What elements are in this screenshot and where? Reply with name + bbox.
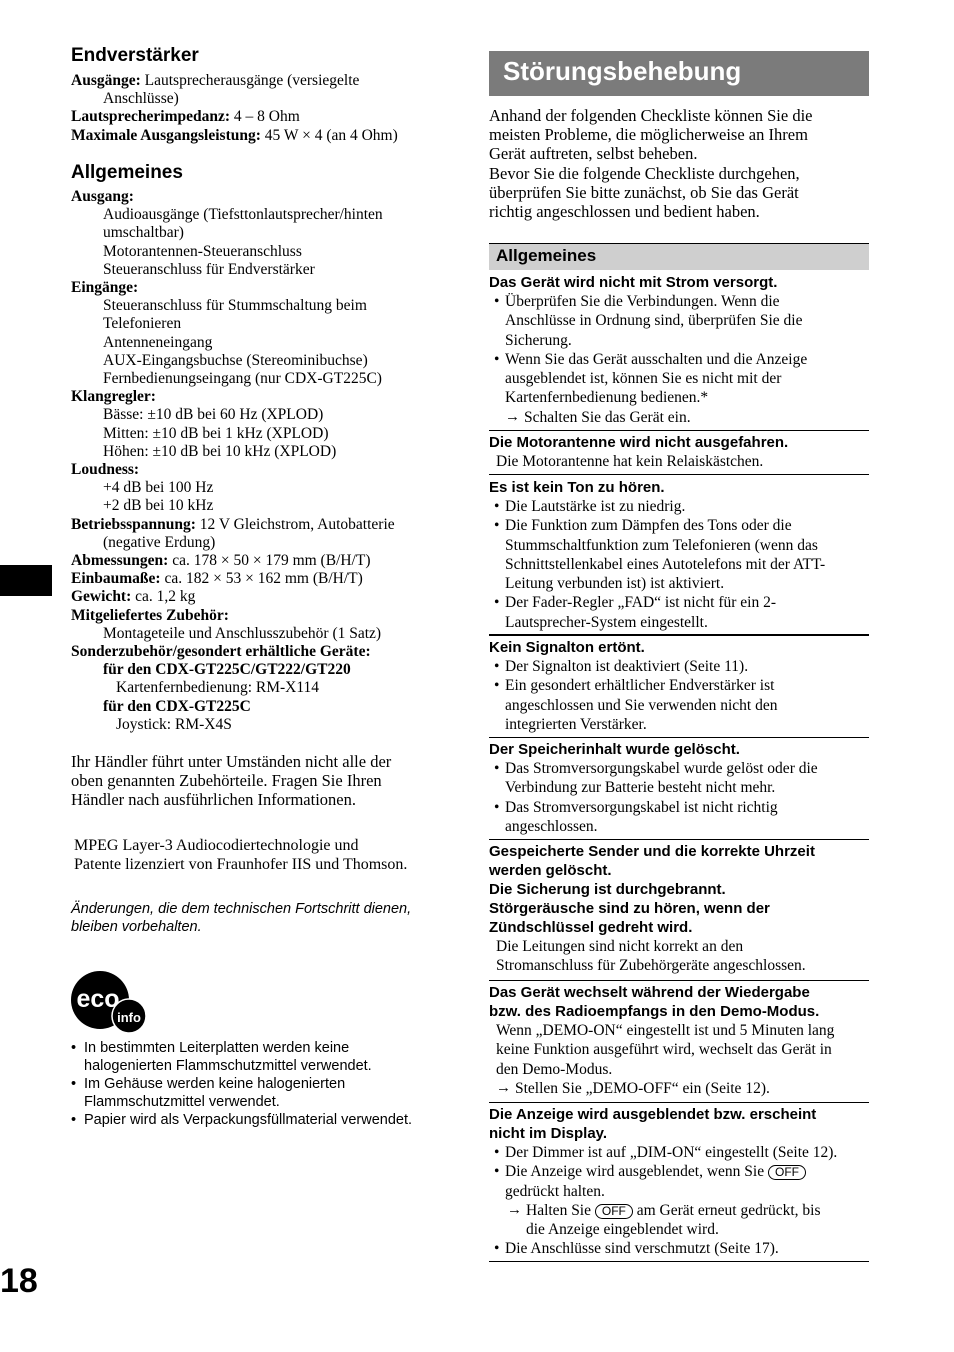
spec-line: Steueranschluss für Stummschaltung beim (103, 297, 367, 315)
subsection-bar (489, 243, 869, 270)
spec-label: Mitgeliefertes Zubehör: (71, 606, 229, 624)
spec-value: 45 W × 4 (an 4 Ohm) (260, 126, 398, 144)
section-title-bar (489, 51, 869, 96)
text-line: Die Leitungen sind nicht korrekt an den (496, 938, 744, 955)
intro-paragraph (489, 106, 869, 221)
text-line: nicht im Display. (489, 1125, 608, 1142)
mpeg-license-note (74, 836, 464, 874)
list-item (489, 516, 869, 593)
spec-sublabel: für den CDX-GT225C (103, 697, 251, 715)
text-line: oben genannten Zubehörteile. Fragen Sie Ihren (71, 771, 382, 791)
eco-info-logo (71, 971, 147, 1033)
problem-beep (489, 638, 869, 734)
divider (489, 980, 869, 981)
spec-value: ca. 1,2 kg (131, 588, 196, 606)
spec-line: +2 dB bei 10 kHz (103, 497, 214, 515)
divider (489, 430, 869, 431)
problem-answer (489, 937, 869, 976)
spec-line: Fernbedienungseingang (nur CDX-GT225C) (103, 370, 382, 388)
text-line: • Das Stromversorgungskabel wurde gelöst oder die (505, 760, 818, 777)
eco-info-list (71, 1039, 461, 1129)
text-line: Gerät auftreten, selbst beheben. (489, 144, 698, 164)
problem-title (489, 842, 869, 937)
text-line: Bevor Sie die folgende Checkliste durchgehen, (489, 163, 800, 183)
spec-line: AUX-Eingangsbuchse (Stereominibuchse) (103, 351, 368, 369)
spec-line: Montageteile und Anschlusszubehör (1 Satz) (103, 624, 382, 642)
text-line: Wenn „DEMO-ON“ eingestellt ist und 5 Minuten lang (496, 1022, 835, 1039)
text-line: Änderungen, die dem technischen Fortschritt dienen, (71, 901, 412, 917)
spec-label: Abmessungen: (71, 552, 169, 570)
text-line: richtig angeschlossen und bedient haben. (489, 202, 760, 222)
text-line: Händler nach ausführlichen Informationen. (71, 790, 356, 810)
text-line: • Ein gesondert erhältlicher Endverstärker ist (505, 677, 775, 695)
spec-label: Loudness: (71, 461, 140, 479)
text-line: • Der Fader-Regler „FAD“ ist nicht für ein 2- (505, 594, 776, 612)
text-line: • Wenn Sie das Gerät ausschalten und die Anzeige (505, 350, 808, 368)
general-heading: Allgemeines (71, 162, 183, 183)
divider (489, 1102, 869, 1103)
problem-stations-fuse (489, 842, 869, 976)
list-item (489, 1162, 869, 1239)
list-item (489, 292, 869, 350)
list-item (489, 593, 869, 632)
text-line: angeschlossen. (505, 817, 598, 835)
list-item (489, 1143, 869, 1162)
text-line: bleiben vorbehalten. (71, 919, 202, 935)
text-line: bzw. des Radioempfangs in den Demo-Modus. (489, 1003, 820, 1020)
solution-arrow (507, 1201, 869, 1220)
text-line: • Im Gehäuse werden keine halogenierten (84, 1076, 346, 1092)
text-line: Kartenfernbedienung bedienen.* (505, 389, 709, 407)
page-number: 18 (0, 1262, 38, 1300)
problem-title (489, 983, 869, 1021)
text-line: • Das Stromversorgungskabel ist nicht richtig (505, 798, 778, 816)
text-line: Schnittstellenkabel eines Autotelefons mit der ATT- (505, 555, 826, 573)
spec-outputs (71, 72, 451, 90)
text-line: integrierten Verstärker. (505, 715, 647, 733)
amp-heading: Endverstärker (71, 45, 199, 66)
text-line: Die Sicherung ist durchgebrannt. (489, 881, 726, 898)
list-item (489, 676, 869, 734)
list-item (489, 759, 869, 798)
spec-sublabel: für den CDX-GT225C/GT222/GT220 (103, 661, 351, 679)
spec-line: Antenneneingang (103, 333, 213, 351)
text-line: angeschlossen und Sie verwenden nicht den (505, 696, 778, 714)
spec-value: 12 V Gleichstrom, Autobatterie (195, 515, 395, 533)
list-item (489, 497, 869, 516)
list-item (71, 1039, 461, 1075)
text-line: halogenierten Flammschutzmittel verwendet. (84, 1058, 372, 1074)
solution-text: Halten Sie (526, 1201, 595, 1219)
solution-arrow (505, 408, 869, 427)
spec-continuation: Anschlüsse) (103, 90, 179, 108)
problem-title (489, 1105, 869, 1143)
problem-answer (489, 1021, 869, 1098)
solution-text: am Gerät erneut gedrückt, bis (632, 1201, 821, 1219)
dealer-note (71, 752, 461, 810)
spec-line: Bässe: ±10 dB bei 60 Hz (XPLOD) (103, 406, 324, 424)
spec-max-power (71, 127, 451, 145)
text-line: Sicherung. (505, 331, 572, 349)
text-line: den Demo-Modus. (496, 1060, 613, 1078)
list-item (489, 798, 869, 837)
text-line: meisten Probleme, die möglicherweise an Ihrem (489, 125, 808, 145)
text-line: • Papier wird als Verpackungsfüllmaterial verwendet. (84, 1112, 413, 1128)
spec-line: Audioausgänge (Tiefsttonlautsprecher/hinten (103, 206, 383, 224)
spec-label: Ausgang: (71, 188, 134, 205)
text-line: Stummschaltfunktion zum Telefonieren (wenn das (505, 536, 818, 554)
list-item (71, 1075, 461, 1111)
text-line: Lautsprecher-System eingestellt. (505, 613, 708, 631)
text-line: Flammschutzmittel verwendet. (84, 1094, 280, 1110)
text-line: Gespeicherte Sender und die korrekte Uhrzeit (489, 843, 815, 860)
off-button-symbol: OFF (595, 1204, 633, 1219)
list-item (489, 1239, 869, 1258)
divider (489, 737, 869, 738)
divider (489, 474, 869, 475)
problem-antenna (489, 433, 869, 471)
spec-impedance (71, 108, 451, 126)
amp-specs (71, 72, 451, 145)
eco-logo-text: eco (76, 985, 120, 1013)
spec-label: Gewicht: (71, 588, 132, 606)
spec-line: Steueranschluss für Endverstärker (103, 260, 315, 278)
text-line: überprüfen Sie bitte zunächst, ob Sie das Gerät (489, 182, 799, 202)
spec-line: Höhen: ±10 dB bei 10 kHz (XPLOD) (103, 442, 337, 460)
solution-text: Schalten Sie das Gerät ein. (524, 408, 691, 426)
text-line: gedrückt halten. (505, 1182, 605, 1200)
spec-line: Joystick: RM-X4S (116, 715, 232, 733)
spec-label: Betriebsspannung: (71, 515, 196, 533)
spec-value: Lautsprecherausgänge (versiegelte (140, 72, 360, 89)
text-line: • Die Anschlüsse sind verschmutzt (Seite 17). (505, 1240, 779, 1258)
list-item (489, 350, 869, 427)
spec-line: +4 dB bei 100 Hz (103, 479, 214, 497)
off-button-symbol: OFF (768, 1165, 806, 1180)
divider (489, 1261, 869, 1262)
solution-text: Stellen Sie „DEMO-OFF“ ein (Seite 12). (515, 1079, 770, 1097)
changes-note (71, 900, 461, 936)
text-line: Leitung verbunden ist) ist aktiviert. (505, 575, 725, 593)
spec-value: 4 – 8 Ohm (230, 108, 300, 126)
spec-label: Maximale Ausgangsleistung: (71, 126, 261, 144)
text-line: Anhand der folgenden Checkliste können Sie die (489, 106, 813, 125)
text-line: Die Anzeige wird ausgeblendet, wenn Sie (505, 1163, 768, 1181)
problem-answer: Die Motorantenne hat kein Relaiskästchen. (496, 453, 764, 470)
spec-line: Mitten: ±10 dB bei 1 kHz (XPLOD) (103, 424, 329, 442)
spec-line: umschaltbar) (103, 224, 184, 242)
spec-label: Eingänge: (71, 279, 139, 297)
solution-arrow (496, 1079, 869, 1098)
text-line: • Überprüfen Sie die Verbindungen. Wenn die (505, 293, 780, 310)
problem-title: Der Speicherinhalt wurde gelöscht. (489, 741, 740, 758)
text-line: MPEG Layer-3 Audiocodiertechnologie und (74, 837, 359, 854)
spec-value: ca. 178 × 50 × 179 mm (B/H/T) (168, 552, 371, 570)
problem-memory (489, 740, 869, 836)
problem-no-sound (489, 478, 869, 632)
problem-power (489, 273, 869, 427)
text-line: Das Gerät wechselt während der Wiedergabe (489, 984, 810, 1001)
text-line: Ihr Händler führt unter Umständen nicht alle der (71, 752, 392, 771)
text-line: Patente lizenziert von Fraunhofer IIS und Thomson. (74, 856, 408, 874)
text-line: • Der Dimmer ist auf „DIM-ON“ eingestellt (Seite 12). (505, 1144, 838, 1161)
problem-demo-mode (489, 983, 869, 1098)
text-line: Die Anzeige wird ausgeblendet bzw. erscheint (489, 1106, 817, 1123)
problem-title: Die Motorantenne wird nicht ausgefahren. (489, 434, 789, 451)
page-edge-tab (0, 565, 52, 596)
spec-label: Einbaumaße: (71, 570, 161, 588)
text-line: Störgeräusche sind zu hören, wenn der (489, 900, 770, 917)
list-item (71, 1111, 461, 1129)
section-title: Störungsbehebung (503, 56, 742, 86)
spec-label: Klangregler: (71, 388, 156, 406)
text-line: werden gelöscht. (489, 862, 612, 879)
problem-title: Das Gerät wird nicht mit Strom versorgt. (489, 274, 778, 291)
text-line: ausgeblendet ist, können Sie es nicht mit der (505, 370, 782, 388)
general-specs (71, 188, 456, 734)
spec-label: Lautsprecherimpedanz: (71, 108, 231, 126)
info-logo-text: info (117, 1010, 141, 1025)
text-line: Anschlüsse in Ordnung sind, überprüfen Sie die (505, 312, 803, 330)
spec-line: Telefonieren (103, 315, 182, 333)
divider (489, 634, 869, 636)
text-line: • Der Signalton ist deaktiviert (Seite 11). (505, 658, 749, 675)
solution-text: die Anzeige eingeblendet wird. (526, 1221, 719, 1239)
text-line: keine Funktion ausgeführt wird, wechselt das Gerät in (496, 1041, 832, 1059)
problem-display (489, 1105, 869, 1259)
text-line: • Die Lautstärke ist zu niedrig. (505, 498, 686, 515)
spec-value: ca. 182 × 53 × 162 mm (B/H/T) (160, 570, 363, 588)
spec-label: Sonderzubehör/gesondert erhältliche Geräte: (71, 643, 371, 661)
list-item (489, 657, 869, 676)
spec-line: Motorantennen-Steueranschluss (103, 242, 302, 260)
text-line: • Die Funktion zum Dämpfen des Tons oder die (505, 517, 792, 535)
text-line: Zündschlüssel gedreht wird. (489, 919, 693, 936)
spec-line: Kartenfernbedienung: RM-X114 (116, 679, 320, 697)
divider (489, 839, 869, 840)
text-line: Stromanschluss für Zubehörgeräte angeschlossen. (496, 957, 806, 975)
text-line: • In bestimmten Leiterplatten werden keine (84, 1040, 350, 1056)
problem-title: Kein Signalton ertönt. (489, 639, 645, 656)
spec-label: Ausgänge: (71, 72, 141, 89)
problem-title: Es ist kein Ton zu hören. (489, 479, 665, 496)
subsection-heading: Allgemeines (496, 246, 597, 265)
text-line: Verbindung zur Batterie besteht nicht mehr. (505, 779, 776, 797)
spec-line: (negative Erdung) (103, 533, 216, 551)
